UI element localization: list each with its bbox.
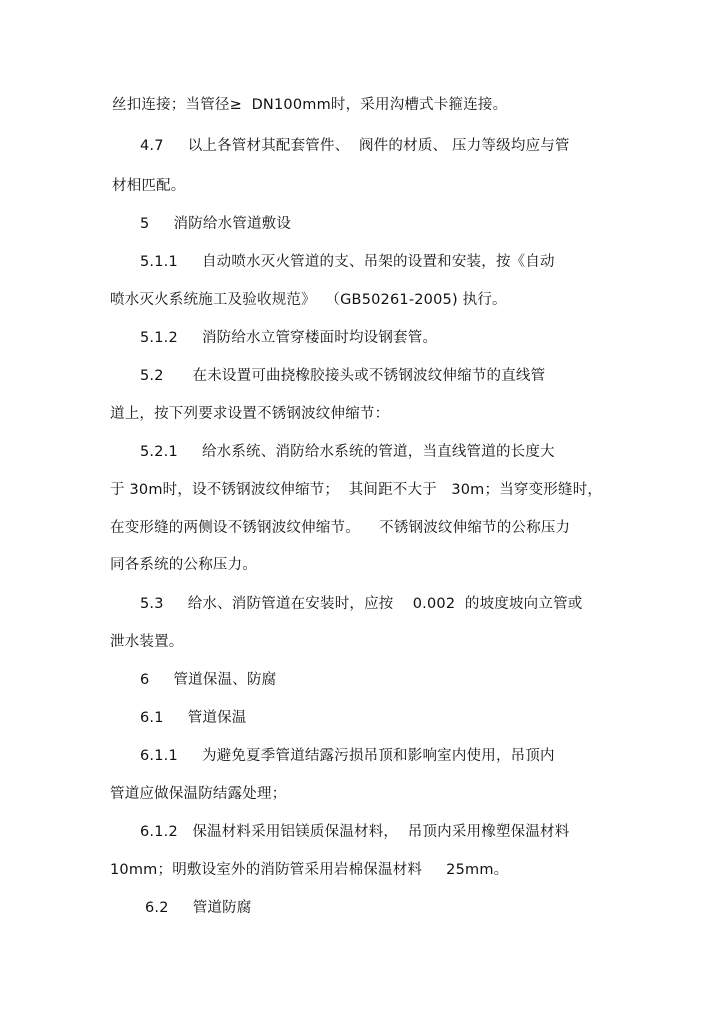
text-line: 管道应做保温防结露处理； bbox=[110, 786, 287, 802]
text-line: 5.2 在未设置可曲挠橡胶接头或不锈钢波纹伸缩节的直线管 bbox=[140, 368, 546, 384]
text-line: 于 30m时，设不锈钢波纹伸缩节； 其间距不大于 30m；当穿变形缝时， bbox=[110, 482, 603, 498]
text-line: 4.7 以上各管材其配套管件、 阀件的材质、 压力等级均应与管 bbox=[140, 138, 570, 154]
text-line: 5.3 给水、消防管道在安装时，应按 0.002 的坡度坡向立管或 bbox=[140, 596, 583, 612]
text-line: 喷水灭火系统施工及验收规范》 （GB50261-2005) 执行。 bbox=[110, 292, 507, 308]
text-line: 同各系统的公称压力。 bbox=[110, 557, 257, 573]
text-line: 泄水装置。 bbox=[110, 634, 184, 650]
text-line: 丝扣连接；当管径≥ DN100mm时，采用沟槽式卡箍连接。 bbox=[112, 97, 508, 113]
section-heading: 6 管道保温、防腐 bbox=[140, 672, 277, 688]
text-line: 材相匹配。 bbox=[112, 178, 186, 194]
text-line: 在变形缝的两侧设不锈钢波纹伸缩节。 不锈钢波纹伸缩节的公称压力 bbox=[110, 520, 571, 536]
subsection-heading: 6.2 管道防腐 bbox=[145, 900, 252, 916]
text-line: 10mm；明敷设室外的消防管采用岩棉保温材料 25mm。 bbox=[110, 862, 509, 878]
text-line: 6.1.2 保温材料采用铝镁质保温材料， 吊顶内采用橡塑保温材料 bbox=[140, 824, 570, 840]
text-line: 6.1.1 为避免夏季管道结露污损吊顶和影响室内使用，吊顶内 bbox=[140, 748, 555, 764]
subsection-heading: 6.1 管道保温 bbox=[140, 710, 247, 726]
text-line: 5.1.2 消防给水立管穿楼面时均设钢套管。 bbox=[140, 330, 438, 346]
text-line: 道上，按下列要求设置不锈钢波纹伸缩节： bbox=[110, 406, 390, 422]
text-line: 5.1.1 自动喷水灭火管道的支、吊架的设置和安装，按《自动 bbox=[140, 254, 555, 270]
section-heading: 5 消防给水管道敷设 bbox=[140, 216, 292, 232]
text-line: 5.2.1 给水系统、消防给水系统的管道，当直线管道的长度大 bbox=[140, 444, 555, 460]
